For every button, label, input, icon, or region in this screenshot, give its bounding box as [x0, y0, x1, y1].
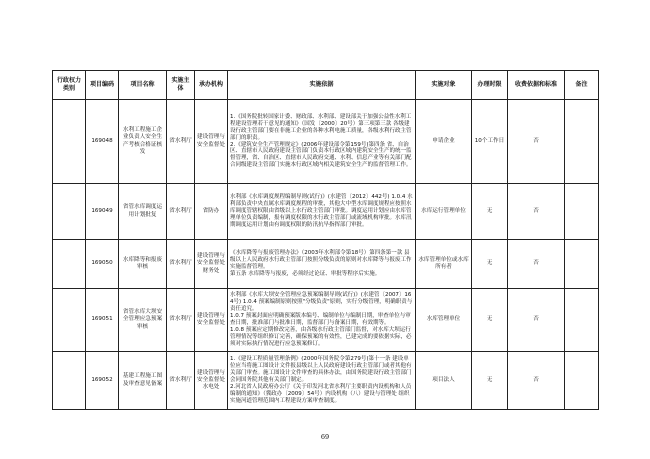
- cell-target: 申请企业: [416, 100, 472, 184]
- cell-office: 建设管理与安全监督处: [195, 100, 228, 184]
- cell-code: 169048: [86, 100, 119, 184]
- cell-name: 省管水库调度运用计划批复: [119, 184, 167, 240]
- cell-category: [53, 289, 86, 352]
- basis-paragraph: 水利部《水库大坝安全管理应急预案编制导则(试行)》(水建管〔2007〕164号) 1.0.4 预案编制原则按照"分级负责"原则，实行分级管理，明确职责与责任追究。: [230, 292, 413, 313]
- cell-remark: [565, 100, 599, 184]
- header-subject: 实施主体: [167, 71, 195, 100]
- cell-fee: 否: [508, 289, 565, 352]
- cell-office: 省防办: [195, 184, 228, 240]
- header-office: 承办机构: [195, 71, 228, 100]
- cell-office: 建设管理与安全监督处 水电处: [195, 352, 228, 410]
- basis-paragraph: 1.0.8 预案应定期修改完善，由各级水行政主管部门监督，对水库大坝运行管理情况等组织修订完善，确保预案的有效性，已建完成的要依据实际，必须对实际执行情况进行应急预案修订。: [230, 326, 412, 347]
- cell-category: [53, 100, 86, 184]
- basis-paragraph: 第五条 水库降等与报废，必须经过论证、审批等程序后实施。: [230, 270, 381, 277]
- cell-time-limit: 无: [472, 352, 508, 410]
- cell-subject: 省水利厅: [167, 100, 195, 184]
- table-row: [53, 184, 599, 240]
- table-row: [53, 352, 599, 410]
- cell-basis: [228, 184, 416, 240]
- cell-name: 水库降等和报废审核: [119, 240, 167, 289]
- basis-paragraph: 2.河北省人民政府办公厅《关于印发河北省水利厅主要职责内设机构和人员编制的通知》（冀政办〔2009〕54号）内设机构（八）建设与管理处 组织实施河道管理范围内工程建设方案审查制度。: [230, 383, 412, 404]
- header-category: 行政权力类别: [53, 71, 86, 100]
- basis-paragraph: 水利部《水库调度规程编制导则(试行)》(水建管〔2012〕442号) 1.0.4 水利部负责中央直属水库调度规程的审批，其他大中型水库调度规程应按照水库调度管辖权限由省级以上水行政主管部门审批。调度运用计划应由水库管理单位负责编制，报有调度权限的水行政主管部门或流域机构审批。水库汛期调度运用计划由有调度权限的防汛抗旱指挥部门审批。: [230, 194, 413, 228]
- basis-paragraph: 1.《国务院批转国家计委、财政部、水利部、建设部关于加强公益性水利工程建设管理若干意见的通知》（国发〔2000〕20号）第三项第三款 各级建设行政主管部门要在非施工企业的各种水利电施工质量，各级水利行政主管部门的职责。: [230, 113, 412, 141]
- table-row: [53, 100, 599, 184]
- table-header-row: [53, 71, 599, 100]
- table-row: [53, 240, 599, 289]
- cell-name: 基建工程施工图及审查意见备案: [119, 352, 167, 410]
- cell-basis: [228, 240, 416, 289]
- cell-subject: 省水利厅: [167, 352, 195, 410]
- basis-paragraph: 《水库降等与报废管理办法》（2003年水利部令第18号）第四条第一款 县级以上人民政府水行政主管部门按照分级负责的原则对水库降等与报废工作实施监督管理。: [230, 250, 412, 270]
- basis-paragraph: 1.0.7 预案封面应明确预案版本编号、编制单位与编制日期，审查单位与审查日期，批准部门与批准日期，监督部门与备案日期，有效期等。: [230, 313, 411, 326]
- cell-code: 169052: [86, 352, 119, 410]
- cell-time-limit: 无: [472, 184, 508, 240]
- cell-time-limit: 无: [472, 289, 508, 352]
- cell-remark: [565, 184, 599, 240]
- header-basis: 实施依据: [228, 71, 416, 100]
- cell-fee: 否: [508, 100, 565, 184]
- cell-category: [53, 184, 86, 240]
- cell-time-limit: 10个工作日: [472, 100, 508, 184]
- header-fee: 收费依据和标准: [508, 71, 565, 100]
- cell-name: 省管水库大坝安全管理应急预案审核: [119, 289, 167, 352]
- basis-paragraph: 1.《建设工程质量管理条例》(2000年国务院令第279号)第十一条 建设单位应当将施工图设计文件报县级以上人民政府建设行政主管部门或者其他有关部门审查。施工图设计文件审查的具体办法，由国务院建设行政主管部门会同国务院其他有关部门制定。: [230, 356, 412, 383]
- cell-remark: [565, 352, 599, 410]
- cell-fee: 否: [508, 184, 565, 240]
- cell-office: 建设管理与安全监督处 财务处: [195, 240, 228, 289]
- cell-fee: 否: [508, 352, 565, 410]
- cell-basis: [228, 289, 416, 352]
- basis-paragraph: 2.《建筑安全生产管理规定》(2006年建设部令第159号)第四条 省、自治区、直辖市人民政府建设主管部门负责本行政区域内建筑安全生产的统一监督管理，省、自治区、直辖市人民政府交通、水利、信息产业等有关部门配合同级建设主管部门实施本行政区域内相关建筑安全生产的监督管理工作。: [230, 141, 412, 169]
- cell-subject: 省水利厅: [167, 240, 195, 289]
- cell-subject: 省水利厅: [167, 184, 195, 240]
- header-name: 项目名称: [119, 71, 167, 100]
- page-number: 69: [320, 433, 330, 441]
- cell-basis: [228, 100, 416, 184]
- cell-remark: [565, 240, 599, 289]
- cell-code: 169051: [86, 289, 119, 352]
- cell-category: [53, 240, 86, 289]
- cell-category: [53, 352, 86, 410]
- cell-subject: 省水利厅: [167, 289, 195, 352]
- cell-target: 水库运行管理单位: [416, 184, 472, 240]
- header-code: 项目编码: [86, 71, 119, 100]
- cell-fee: 否: [508, 240, 565, 289]
- cell-code: 169050: [86, 240, 119, 289]
- cell-target: 项目法人: [416, 352, 472, 410]
- header-remark: 备注: [565, 71, 599, 100]
- cell-time-limit: 无: [472, 240, 508, 289]
- header-target: 实施对象: [416, 71, 472, 100]
- cell-target: 水库管理单位或水库所有者: [416, 240, 472, 289]
- cell-office: 建设管理与安全监督处: [195, 289, 228, 352]
- cell-remark: [565, 289, 599, 352]
- cell-code: 169049: [86, 184, 119, 240]
- administrative-power-table: [52, 70, 599, 410]
- cell-basis: [228, 352, 416, 410]
- cell-name: 水利工程施工企业负责人安全生产考核合格证核发: [119, 100, 167, 184]
- table-row: [53, 289, 599, 352]
- cell-target: 水库管理单位: [416, 289, 472, 352]
- header-time-limit: 办理时限: [472, 71, 508, 100]
